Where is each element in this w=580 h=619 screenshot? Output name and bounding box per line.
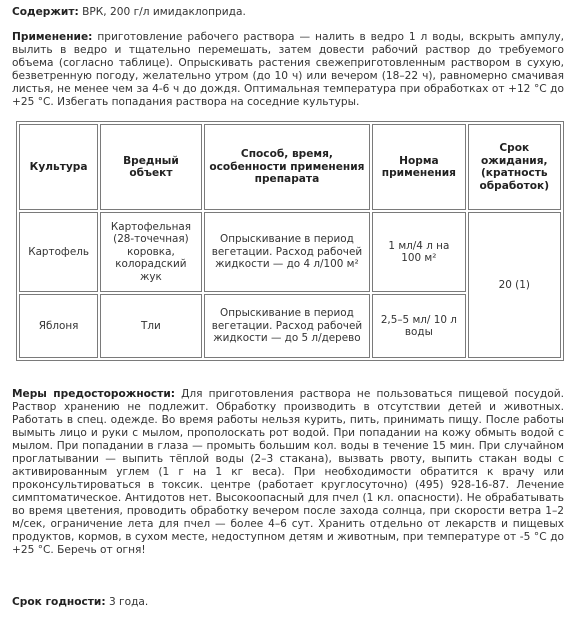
shelf-life-label: Срок годности: <box>12 596 106 608</box>
header-method: Способ, время, особенности применения препарата <box>204 124 370 210</box>
table-header-row <box>19 124 561 210</box>
cell-culture: Яблоня <box>19 294 98 358</box>
header-wait: Срок ожидания, (кратность обработок) <box>468 124 561 210</box>
table-row <box>19 212 561 292</box>
shelf-life-line <box>12 596 564 609</box>
header-culture: Культура <box>19 124 98 210</box>
cell-pest: Картофельная (28-точечная) коровка, колорадский жук <box>100 212 202 292</box>
precautions-label: Меры предосторожности: <box>12 388 176 400</box>
application-paragraph <box>12 31 564 109</box>
usage-table <box>16 121 564 361</box>
composition-label: Содержит: <box>12 6 79 18</box>
cell-wait: 20 (1) <box>468 212 561 358</box>
cell-method: Опрыскивание в период вегетации. Расход рабочей жидкости — до 4 л/100 м² <box>204 212 370 292</box>
cell-rate: 2,5–5 мл/ 10 л воды <box>372 294 465 358</box>
precautions-text: Для приготовления раствора не пользоваться пищевой посудой. Раствор хранению не подлежит. Обработку производить в отсутствии детей и животных. Работать в спец. одежде. Во время работы нельзя курить, пить, принимать пищу. После работы вымыть лицо и руки с мылом, прополоскать рот водой. При попадании на кожу обмыть водой с мылом. При попадании в глаза — промыть большим кол. воды в течение 15 мин. При случайном проглатывании — выпить тёплой воды (2–3 стакана), вызвать рвоту, выпить стакан воды с активированным углем (1 г на 1 кг веса). При необходимости обратится к врачу или проконсультироваться в токсик. центре (работает круглосуточно) (495) 928-16-87. Лечение симптоматическое. Антидотов нет. Высокоопасный для пчел (1 кл. опасности). Не обрабатывать во время цветения, проводить обработку вечером после захода солнца, при скорости ветра 1–2 м/сек, ограничение лета для пчел — более 4–6 сут. Хранить отдельно от лекарств и пищевых продуктов, кормов, в сухом месте, недоступном детям и животным, при температуре от -5 °С до +25 °С. Беречь от огня! <box>12 388 564 556</box>
application-text: приготовление рабочего раствора — налить в ведро 1 л воды, вскрыть ампулу, вылить в ведро и тщательно перемешать, затем довести рабочий раствор до требуемого объема (согласно таблице). Опрыскивать растения свежеприготовленным раствором в сухую, безветренную погоду, желательно утром (до 10 ч) или вечером (18–22 ч), равномерно смачивая листья, не менее чем за 4-6 ч до дождя. Оптимальная температура при обработках от +12 °С до +25 °С. Избегать попадания раствора на соседние культуры. <box>12 31 564 108</box>
precautions-paragraph <box>12 388 564 557</box>
cell-pest: Тли <box>100 294 202 358</box>
cell-method: Опрыскивание в период вегетации. Расход рабочей жидкости — до 5 л/дерево <box>204 294 370 358</box>
application-label: Применение: <box>12 31 93 43</box>
composition-text: ВРК, 200 г/л имидаклоприда. <box>82 6 246 18</box>
shelf-life-text: 3 года. <box>108 596 149 608</box>
cell-culture: Картофель <box>19 212 98 292</box>
cell-rate: 1 мл/4 л на 100 м² <box>372 212 465 292</box>
composition-line <box>12 6 564 19</box>
header-rate: Норма применения <box>372 124 465 210</box>
header-pest: Вредный объект <box>100 124 202 210</box>
